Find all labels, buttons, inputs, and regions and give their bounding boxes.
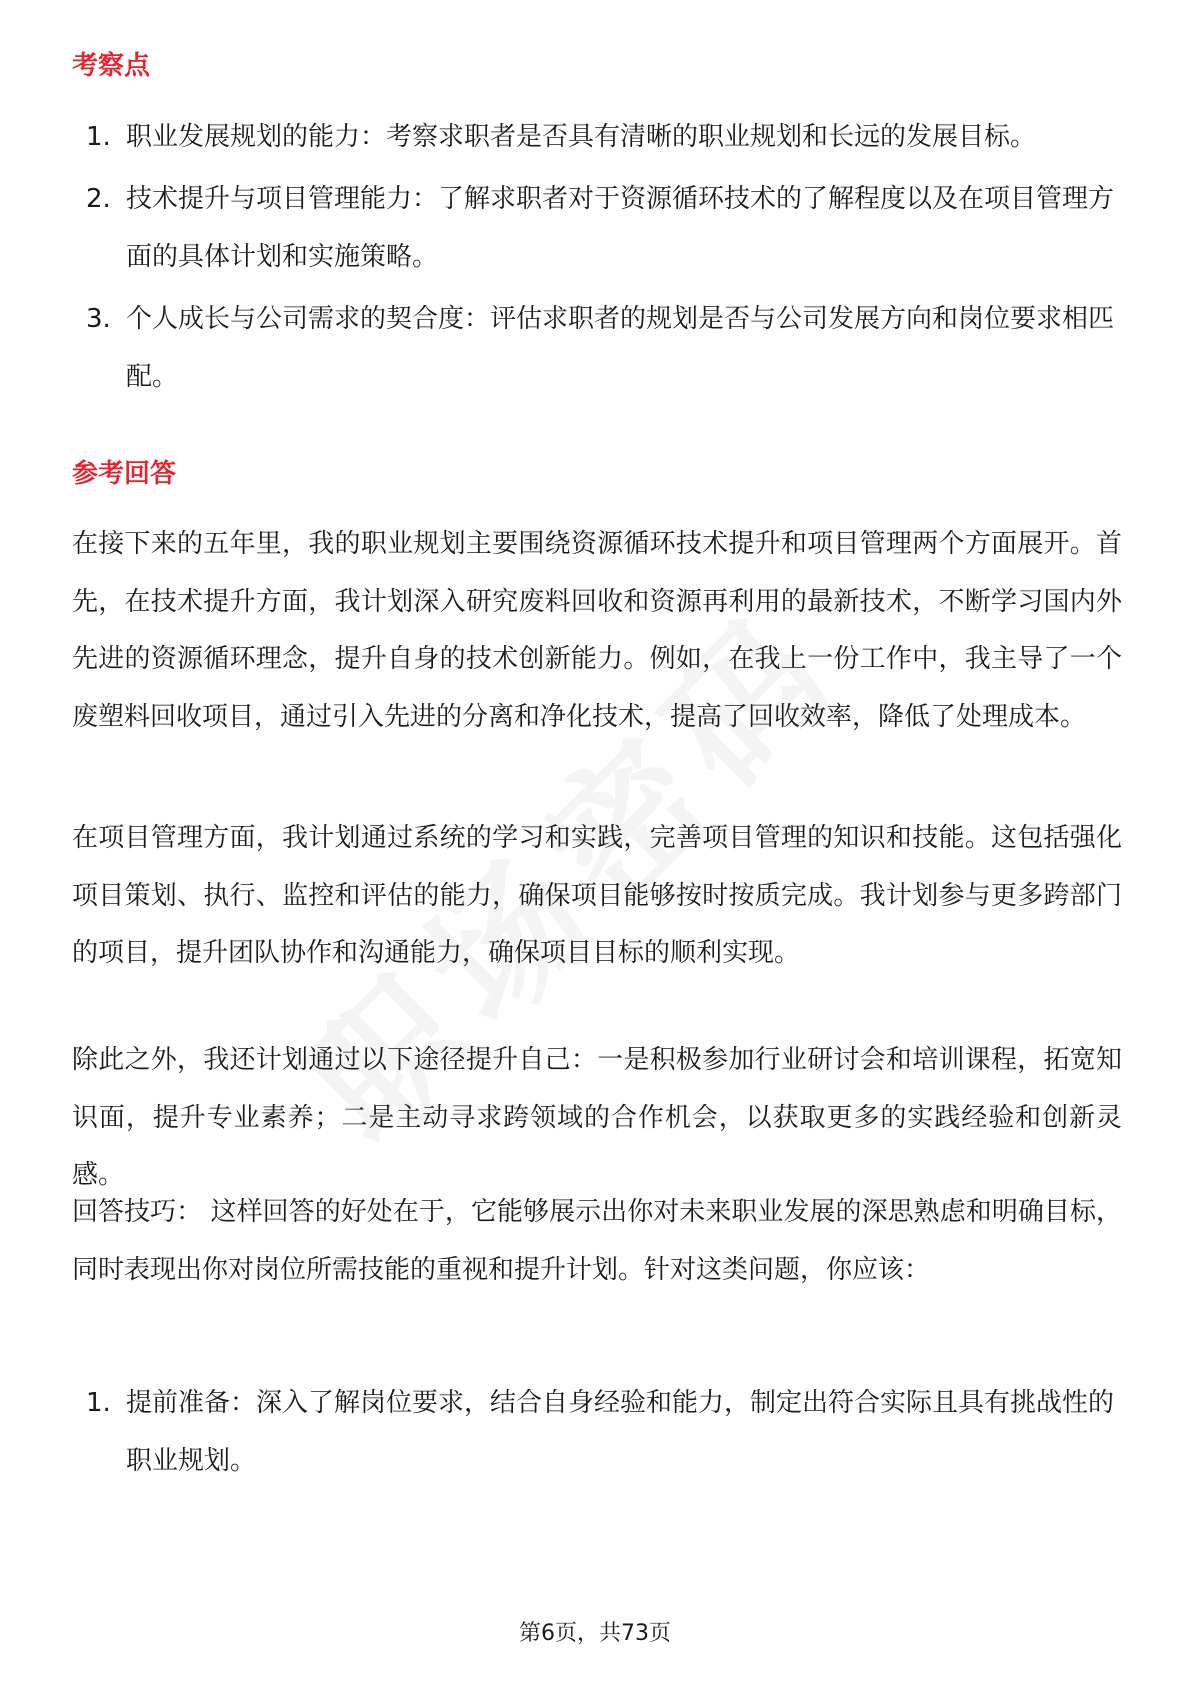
page-footer: 第6页，共73页	[519, 1621, 671, 1646]
list-number: 3.	[86, 304, 111, 334]
answer-paragraph-3: 除此之外，我还计划通过以下途径提升自己：一是积极参加行业研讨会和培训课程，拓宽知识面，提升专业素养；二是主动寻求跨领域的合作机会，以获取更多的实践经验和创新灵感。	[72, 1045, 1122, 1190]
list-text: 职业发展规划的能力：考察求职者是否具有清晰的职业规划和长远的发展目标。	[126, 122, 1037, 152]
list-item	[72, 170, 1122, 286]
exam-points-list	[72, 108, 1122, 410]
list-item	[72, 290, 1122, 406]
answer-tips-paragraph: 回答技巧： 这样回答的好处在于，它能够展示出你对未来职业发展的深思熟虑和明确目标，同时表现出你对岗位所需技能的重视和提升计划。针对这类问题，你应该：	[72, 1197, 1122, 1285]
list-text: 个人成长与公司需求的契合度：评估求职者的规划是否与公司发展方向和岗位要求相匹配。	[126, 304, 1115, 392]
list-number: 1.	[86, 122, 111, 152]
answer-paragraph-2: 在项目管理方面，我计划通过系统的学习和实践，完善项目管理的知识和技能。这包括强化项目策划、执行、监控和评估的能力，确保项目能够按时按质完成。我计划参与更多跨部门的项目，提升团队协作和沟通能力，确保项目目标的顺利实现。	[72, 823, 1122, 968]
answer-paragraph-1: 在接下来的五年里，我的职业规划主要围绕资源循环技术提升和项目管理两个方面展开。首先，在技术提升方面，我计划深入研究废料回收和资源再利用的最新技术，不断学习国内外先进的资源循环理念，提升自身的技术创新能力。例如，在我上一份工作中，我主导了一个废塑料回收项目，通过引入先进的分离和净化技术，提高了回收效率，降低了处理成本。	[72, 529, 1122, 732]
list-number: 1.	[86, 1388, 111, 1418]
list-item	[72, 108, 1122, 166]
tips-list	[72, 1374, 1122, 1494]
list-number: 2.	[86, 184, 111, 214]
list-text: 技术提升与项目管理能力：了解求职者对于资源循环技术的了解程度以及在项目管理方面的具体计划和实施策略。	[126, 184, 1115, 272]
list-text: 提前准备：深入了解岗位要求，结合自身经验和能力，制定出符合实际且具有挑战性的职业规划。	[126, 1388, 1115, 1476]
section-title-reference-answer: 参考回答	[72, 459, 177, 489]
section-title-exam-points: 考察点	[72, 51, 151, 81]
list-item	[72, 1374, 1122, 1490]
